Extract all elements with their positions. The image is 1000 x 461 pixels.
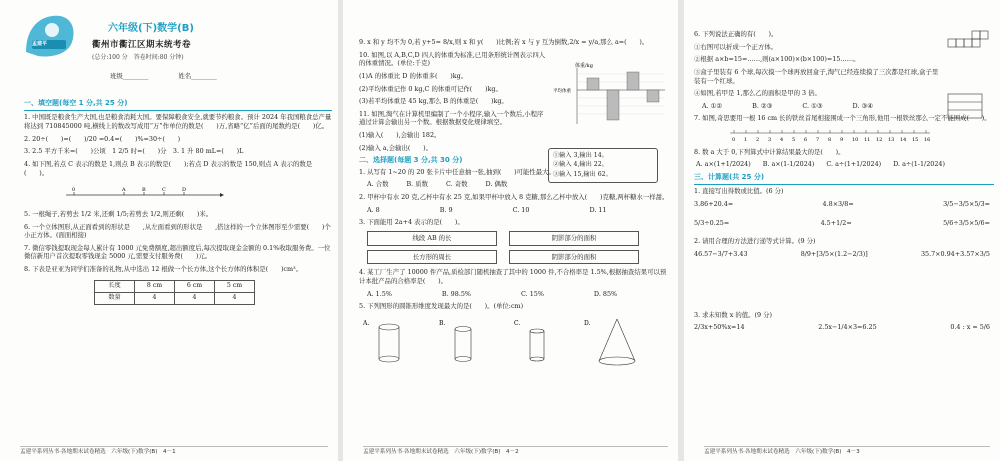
question-10-3: (3)若平均体重是 45 kg,那么 B 的体重是( )kg。	[359, 97, 508, 106]
exam-page-2	[343, 0, 678, 461]
class-label: 班级________	[110, 72, 149, 80]
page2-footer: 孟建平系列丛书·各地期末试卷精选 六年级(下)数学(B) 4－2	[363, 446, 668, 457]
section-calculation: 三、计算题(共 25 分)	[694, 173, 765, 182]
bar-b	[607, 90, 619, 120]
page3-body	[694, 30, 994, 342]
question-12-options: A. 合数 B. 质数 C. 奇数 D. 偶数	[367, 180, 508, 189]
number-line	[64, 185, 224, 201]
cube-net-figure	[946, 30, 992, 56]
question-13: 2. 甲杯中有水 20 克,乙杯中有水 25 克,如果甲杯中放入 8 克糖,那么乙杯中放入( )克糖,两杯糖水一样甜。	[359, 193, 669, 202]
question-4: 4. 如下图,若点 C 表示的数是 1,则点 B 表示的数是( );若点 D 表示的数是 150,则点 A 表示的数是( )。	[24, 160, 313, 177]
chart-ylabel: 平均体重	[553, 89, 571, 94]
name-label: 姓名________	[178, 72, 217, 80]
ruler-tick-label: 6	[804, 137, 808, 144]
question-6: 6. 一个立体图形,从正面看到的形状是 ,从左面看到的形状是 ,搭这样的一个立体图形至少需要( )个小正方体。(面面相接)	[24, 222, 331, 240]
calc-3: 3. 求未知数 x 的值。(9 分)	[694, 310, 773, 319]
table-row: 长度 8 cm 6 cm 5 cm	[95, 280, 255, 292]
question-9: 9. x 和 y 均不为 0,若 y+5= 8/x,则 x 和 y( )比例;若 x 与 y 互为倒数,2/x = y/a,那么 a=( )。	[359, 38, 649, 46]
question-10-2: (2)平均体重记作 0 kg,C 的体重可记作( )kg。	[359, 84, 502, 93]
numline-label-a: A	[122, 187, 126, 194]
ruler-tick-label: 1	[744, 137, 748, 144]
calc-2-row: 46.57−3/7+3.43 8/9+[3/5×(1.2−2/3)] 35.7×0.94+3.57×3/5	[694, 250, 990, 259]
numline-label-0: 0	[72, 187, 76, 194]
exam-page-1	[0, 0, 338, 461]
question-17-options: A. ①② B. ②③ C. ①③ D. ③④	[702, 101, 873, 110]
question-18: 7. 如图,奇思要用一根 16 cm 长的铁丝首尾相接围成一个三角形,他用一根铁丝那么一定不能围成( )。	[694, 114, 991, 123]
question-17-3: ③盒子里装有 6 个球,每次摸一个球再放回盒子,淘气已经连续摸了三次都是红球,盒子里装有一个红球。	[694, 67, 939, 85]
question-5: 5. 一根绳子,若剪去 1/2 米,还剩 1/5;若剪去 1/2,则还剩( )米。	[24, 209, 213, 218]
numline-label-b: B	[142, 187, 146, 194]
bar-d	[647, 90, 659, 102]
question-19-options: A. a×(1+1/2024) B. a×(1-1/2024) C. a÷(1+1/2024) D. a÷(1-1/2024)	[696, 160, 945, 169]
cylinder-cone-figures	[359, 315, 659, 371]
ruler-tick-label: 8	[828, 137, 832, 144]
bar-a	[587, 78, 599, 90]
section-choice: 二、选择题(每题 3 分,共 30 分)	[359, 156, 463, 165]
exam-title: 衢州市衢江区期末统考卷	[92, 40, 192, 50]
numline-label-c: C	[162, 187, 166, 194]
ruler-tick-label: 0	[732, 137, 736, 144]
question-11: 11. 如图,淘气在计算机里编制了一个小程序,输入一个数后,小程序通过计算会输出另一个数。根据数据变化规律填空。	[359, 109, 544, 127]
question-13-options: A. 8 B. 9 C. 10 D. 11	[367, 205, 607, 214]
ruler-number-line	[694, 127, 984, 145]
question-17: 6. 下列说法正确的有( )。	[694, 30, 778, 38]
ruler-tick-label: 7	[816, 137, 820, 144]
svg-text:C.: C.	[514, 319, 521, 327]
question-7: 7. 微信零钱提取现金每人累计有 1000 元免费额度,超出额度后,每次提取现金金额的 0.1%收取服务费。一位微信新用户首次提取零钱现金 5000 元,需要支付服务费( )元。	[24, 243, 331, 261]
page1-body	[24, 96, 332, 305]
question-11-1: (1)输入( ),会输出 182。	[359, 131, 441, 140]
question-19: 8. 数 a 大于 0,下列算式中计算结果最大的是( )。	[694, 147, 845, 156]
question-14: 3. 下面能用 2a+4 表示的是( )。	[359, 218, 464, 227]
question-12: 1. 从写有 1~20 的 20 张卡片中任意抽一张,抽到( )可能性最大。	[359, 167, 555, 176]
question-17-2: ②根据 a×b=15=……,则(a×100)×(b×100)=15……。	[694, 55, 860, 64]
calc-2: 2. 请用合理的方法进行递等式计算。(9 分)	[694, 237, 816, 246]
ruler-tick-label: 11	[864, 137, 871, 144]
exam-page-3	[684, 0, 1000, 461]
area-figure	[946, 92, 992, 122]
ruler-tick-label: 16	[924, 137, 931, 144]
svg-text:A.: A.	[363, 319, 370, 327]
io-3: ③输入 15,输出 62。	[553, 170, 612, 178]
bar-c	[627, 72, 639, 90]
chart-title: 体重/kg	[575, 63, 593, 69]
question-16: 5. 下列图形的圆锥形维度发现最大的是( )。(单位:cm)	[359, 302, 524, 311]
ruler-tick-label: 10	[852, 137, 859, 144]
weight-bar-chart	[553, 60, 669, 126]
publisher-logo	[22, 12, 76, 60]
program-io-box	[548, 148, 658, 183]
ruler-tick-label: 9	[840, 137, 844, 144]
calc-1: 1. 直接写出得数或比值。(6 分)	[694, 187, 784, 196]
ruler-tick-label: 13	[888, 137, 895, 144]
io-1: ①输入 3,输出 14。	[553, 152, 608, 159]
svg-text:B.: B.	[439, 319, 446, 327]
numline-label-d: D	[182, 187, 187, 194]
ruler-tick-label: 3	[768, 137, 772, 144]
calc-1-row-1: 3.86+20.4= 4.8×3/8= 3/5−3/5×5/3=	[694, 200, 990, 209]
io-2: ②输入 4,输出 22。	[553, 161, 608, 169]
student-fields	[110, 72, 217, 81]
question-3: 3. 2.5 平方千米=( )公顷 1 2/5 时=( )分 3. 1 升 80 mL=( )L	[24, 147, 244, 156]
section-fill-in: 一、填空题(每空 1 分,共 25 分)	[24, 99, 128, 107]
question-8: 8. 下表是亚亚为同学们准备的礼物,从中选出 12 根做一个长方体,这个长方体的体积是( )cm³。	[24, 265, 303, 274]
calc-1-row-2: 5/3÷0.25= 4.5+1/2= 5/6÷3/5×5/6=	[694, 218, 990, 227]
ruler-tick-label: 12	[876, 137, 883, 144]
question-17-4: ④如图,若甲是 1,那么乙的面积是甲的 3 倍。	[694, 89, 821, 98]
ruler-tick-label: 15	[912, 137, 919, 144]
ruler-tick-label: 2	[756, 137, 760, 144]
ruler-tick-label: 5	[792, 137, 796, 144]
ruler-tick-label: 14	[900, 137, 907, 144]
figure-d: 阴影部分的面积	[509, 250, 639, 265]
svg-text:D.: D.	[584, 319, 591, 327]
question-10: 10. 如图,以 A,B,C,D 四人的体重为标准,已用条形统计图表示四人的体重情况。(单位:千克)	[359, 50, 546, 68]
gift-table	[94, 280, 255, 305]
question-11-2: (2)输入 a,会输出( )。	[359, 143, 433, 152]
figure-a: 线段 AB 的长	[367, 231, 497, 246]
figure-b: 阴影部分的面积	[509, 231, 639, 246]
page1-footer: 孟建平系列丛书·各地期末试卷精选 六年级(下)数学(B) 4－1	[20, 446, 328, 457]
logo-text: 孟建平	[32, 41, 48, 47]
table-row: 数量 4 4 4	[95, 292, 255, 304]
question-14-figures	[367, 231, 671, 264]
exam-meta: (总分:100 分 答卷时间:80 分钟)	[92, 54, 184, 61]
grade-title: 六年级(下)数学(B)	[108, 23, 194, 34]
figure-c: 长方形的周长	[367, 250, 497, 265]
question-10-1: (1)A 的体重比 D 的体重多( )kg。	[359, 71, 468, 80]
question-15-options: A. 1.5% B. 98.5% C. 15% D. 85%	[367, 289, 618, 298]
question-1: 1. 中国既是粮食生产大国,也是粮食消耗大国。要保障粮食安全,就要节约粮食。预计 2024 年我国粮食总产量将达到 710845000 吨,横线上的数改写成用“万”作单位的数是( )万,省略“亿”后面的尾数约是( )亿。	[24, 113, 332, 131]
ruler-tick-label: 4	[780, 137, 784, 144]
question-15: 4. 某工厂生产了 10000 件产品,质检部门随机抽查了其中的 1000 件,不合格率是 1.5%,根据抽查结果可以预计本批产品的合格率是( )。	[359, 268, 667, 285]
question-2: 2. 20÷( )=( )/20 =0.4=( )%=30÷( )	[24, 134, 181, 143]
question-17-1: ①右图可以折成一个正方体。	[694, 42, 778, 51]
page3-footer: 孟建平系列丛书·各地期末试卷精选 六年级(下)数学(B) 4－3	[704, 446, 990, 457]
calc-3-row: 2/3x+50%x=14 2.5x−1/4×3=6.25 0.4 : x = 5/6	[694, 323, 990, 332]
